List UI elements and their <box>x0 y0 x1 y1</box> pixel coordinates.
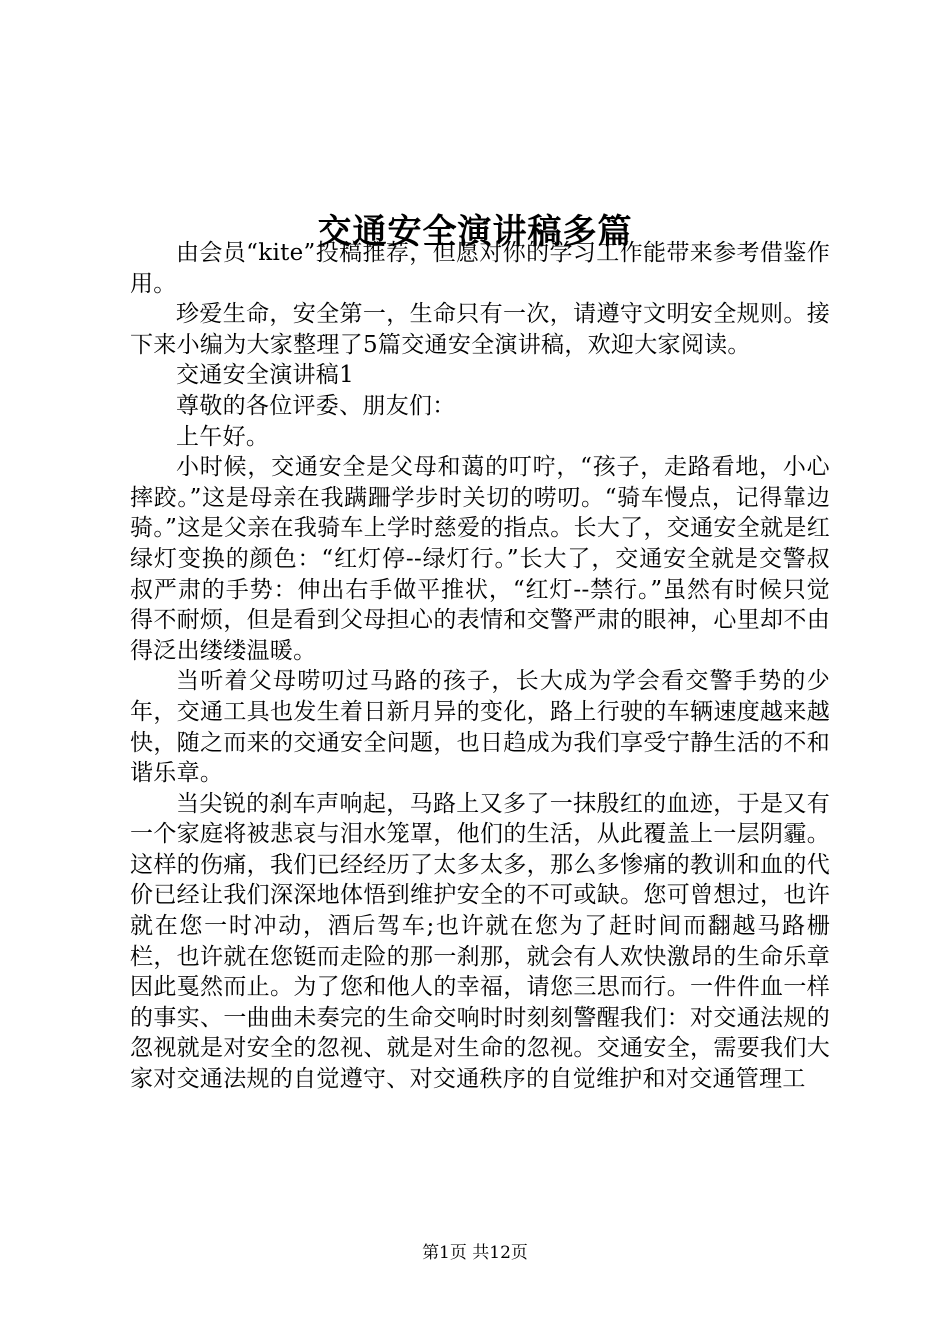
paragraph-salutation: 尊敬的各位评委、朋友们： <box>176 392 456 419</box>
paragraph-greeting: 上午好。 <box>176 423 270 450</box>
document-title: 交通安全演讲稿多篇 <box>317 211 633 252</box>
paragraph-accident: 当尖锐的刹车声响起，马路上又多了一抹殷红的血迹，于是又有一个家庭将被悲哀与泪水笼罩，他们的生活，从此覆盖上一层阴霾。这样的伤痛，我们已经经历了太多太多，那么多惨痛的教训和血的代价已经让我们深深地体悟到维护安全的不可或缺。您可曾想过，也许就在您一时冲动，酒后驾车;也许就在您为了赶时间而翻越马路栅栏，也许就在您铤而走险的那一刹那，就会有人欢快激昂的生命乐章因此戛然而止。为了您和他人的幸福，请您三思而行。一件件血一样的事实、一曲曲未奏完的生命交响时时刻刻警醒我们：对交通法规的忽视就是对安全的忽视、就是对生命的忽视。交通安全，需要我们大家对交通法规的自觉遵守、对交通秩序的自觉维护和对交通管理工 <box>130 790 830 1093</box>
paragraph-childhood: 小时候，交通安全是父母和蔼的叮咛，“孩子，走路看地，小心摔跤。”这是母亲在我蹒跚学步时关切的唠叨。“骑车慢点，记得靠边骑。”这是父亲在我骑车上学时慈爱的指点。长大了，交通安全就是红绿灯变换的颜色：“红灯停--绿灯行。”长大了，交通安全就是交警叔叔严肃的手势：伸出右手做平推状，“红灯--禁行。”虽然有时候只觉得不耐烦，但是看到父母担心的表情和交警严肃的眼神，心里却不由得泛出缕缕温暖。 <box>130 454 830 664</box>
document-body <box>130 238 830 1095</box>
paragraph-intro: 由会员“kite”投稿推荐，但愿对你的学习工作能带来参考借鉴作用。 <box>130 240 830 297</box>
paragraph-growing-up: 当听着父母唠叨过马路的孩子，长大成为学会看交警手势的少年，交通工具也发生着日新月异的变化，路上行驶的车辆速度越来越快，随之而来的交通安全问题，也日趋成为我们享受宁静生活的不和谐乐章。 <box>130 668 830 787</box>
page-footer: 第1页 共12页 <box>422 1243 528 1263</box>
section-heading: 交通安全演讲稿1 <box>176 362 355 389</box>
paragraph-summary: 珍爱生命，安全第一，生命只有一次，请遵守文明安全规则。接下来小编为大家整理了5篇交通安全演讲稿，欢迎大家阅读。 <box>130 301 830 358</box>
